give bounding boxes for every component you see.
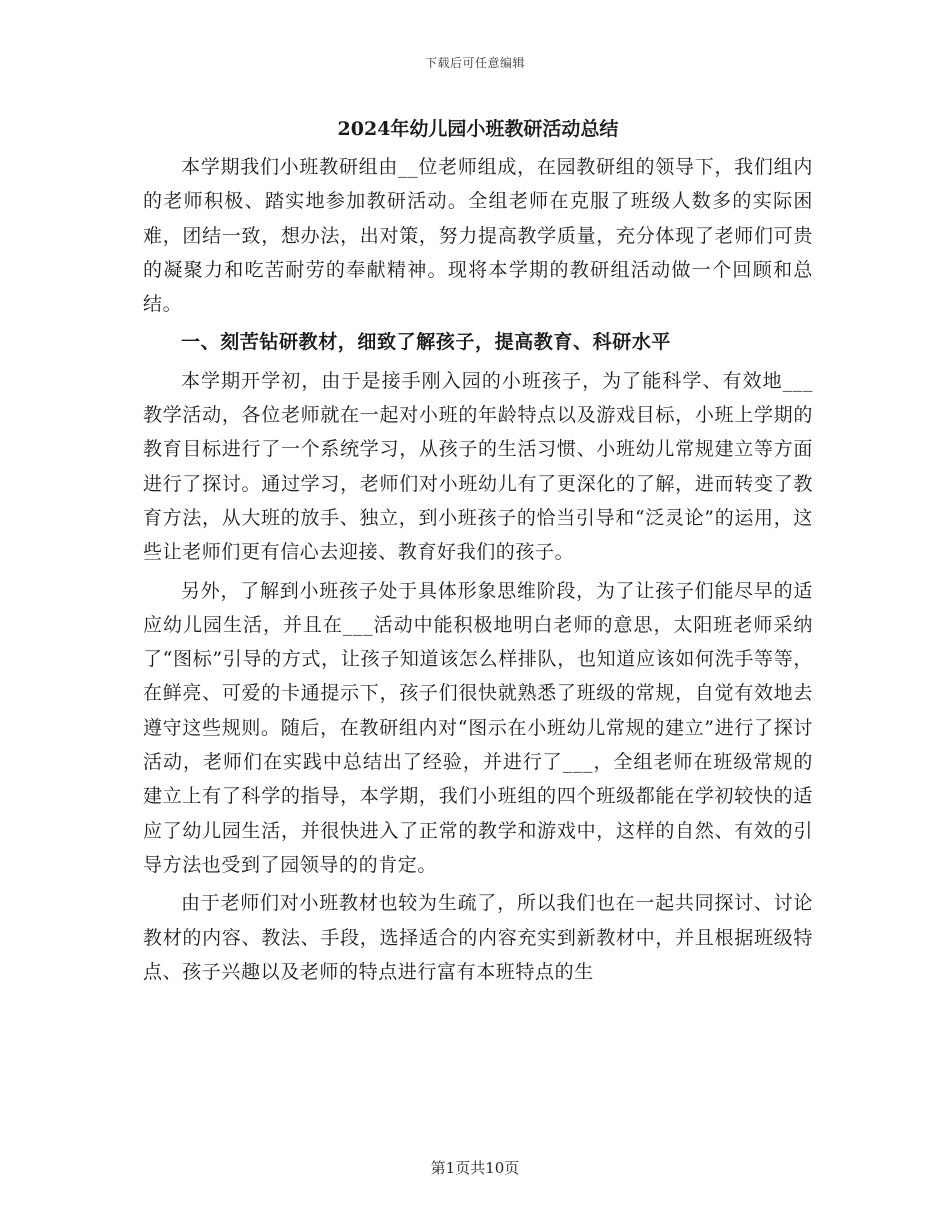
section-heading-1: 一、刻苦钻研教材，细致了解孩子，提高教育、科研水平 — [181, 331, 672, 354]
page-number: 第1页共10页 — [430, 1159, 520, 1177]
header-note: 下载后可任意编辑 — [424, 56, 525, 70]
document-title: 2024年幼儿园小班教研活动总结 — [337, 118, 619, 140]
paragraph-intro: 本学期我们小班教研组由__位老师组成，在园教研组的领导下，我们组内的老师积极、踏实地参加教研活动。全组老师在克服了班级人数多的实际困难，团结一致，想办法，出对策，努力提高教学质量，充分体现了老师们可贵的凝聚力和吃苦耐劳的奉献精神。现将本学期的教研组活动做一个回顾和总结。 — [143, 156, 813, 316]
paragraph-4: 由于老师们对小班教材也较为生疏了，所以我们也在一起共同探讨、讨论教材的内容、教法、手段，选择适合的内容充实到新教材中，并且根据班级特点、孩子兴趣以及老师的特点进行富有本班特点的生 — [143, 892, 813, 983]
document-body — [143, 112, 813, 989]
paragraph-2: 本学期开学初，由于是接手刚入园的小班孩子，为了能科学、有效地___教学活动，各位老师就在一起对小班的年龄特点以及游戏目标，小班上学期的教育目标进行了一个系统学习，从孩子的生活习惯、小班幼儿常规建立等方面进行了探讨。通过学习，老师们对小班幼儿有了更深化的了解，进而转变了教育方法，从大班的放手、独立，到小班孩子的恰当引导和“泛灵论”的运用，这些让老师们更有信心去迎接、教育好我们的孩子。 — [143, 369, 813, 564]
paragraph-3: 另外，了解到小班孩子处于具体形象思维阶段，为了让孩子们能尽早的适应幼儿园生活，并且在___活动中能积极地明白老师的意思，太阳班老师采纳了“图标”引导的方式，让孩子知道该怎么样排队，也知道应该如何洗手等等，在鲜亮、可爱的卡通提示下，孩子们很快就熟悉了班级的常规，自觉有效地去遵守这些规则。随后，在教研组内对“图示在小班幼儿常规的建立”进行了探讨活动，老师们在实践中总结出了经验，并进行了___，全组老师在班级常规的建立上有了科学的指导，本学期，我们小班组的四个班级都能在学初较快的适应了幼儿园生活，并很快进入了正常的教学和游戏中，这样的自然、有效的引导方法也受到了园领导的的肯定。 — [143, 579, 813, 876]
